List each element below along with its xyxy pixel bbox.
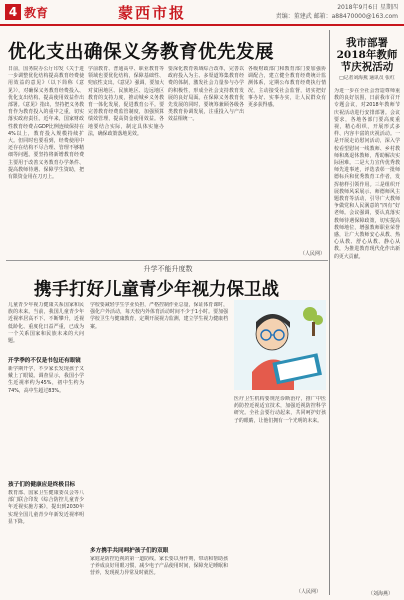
article-subheading: 多方携手共同呵护孩子们的双眼 <box>90 548 169 554</box>
article-column: 家庭是防控近视的第一道防线。家长要以身作则，带动和帮助孩子养成良好用眼习惯，减少电子产品使用时间，保障充足睡眠和营养，发现视力异常及时就医。 <box>90 556 228 577</box>
article-source: （人民网） <box>296 589 322 595</box>
sidebar-headline: 我市部署2018年教师节庆祝活动 <box>336 37 398 73</box>
issue-date: 2018年9月6日 星期四 <box>337 4 398 11</box>
sidebar-byline: □记者刘海燕 通讯员 张红 <box>339 76 395 81</box>
article-kicker: 升学不能升度数 <box>143 265 193 273</box>
section-name: 教育 <box>24 6 49 20</box>
article-column: 要深化教育领域综合改革，完善以政府投入为主、多渠道筹集教育经费的体制，激发社会力量参与办学的积极性，形成全社会支持教育发展的良好局面。在保障义务教育优先发展的同时，要统筹兼顾各级各类教育协调发展，注重投入与产出效益相统一。 <box>168 66 244 123</box>
article-column: 医疗卫生机构要规范诊断治疗，推广中医药防控近视适宜技术，加强近视防控科学研究。全社会要行动起来，共同呵护好孩子的眼睛，让他们拥有一个光明的未来。 <box>234 396 326 424</box>
article-column: 各级财政部门和教育部门要加强协调配合，建立健全教育经费统计监测体系，定期公布教育经费执行情况，主动接受社会监督，切实把好事办好、实事办实，让人民群众有更多获得感。 <box>248 66 326 109</box>
article-column: 日前，国务院办公厅印发《关于进一步调整优化结构提高教育经费使用效益的意见》（以下简称《意见》），对确保义务教育经费投入、优化支出结构、提高使用效益作出部署。《意见》指出，坚持把义务教育作为教育投入的重中之重，切实落实政府责任。近年来，国家财政性教育经费占GDP比例连续保持在4%以上，教育投入规模持续扩大。但同时也要看到，经费使用中还存在结构不尽合理、管理不够精细等问题。要坚持将新增教育经费主要用于改善义务教育办学条件、提高教师待遇、保障学生资助，把有限资金用在刀刃上。 <box>8 66 84 181</box>
sidebar-source: （刘海燕） <box>368 591 394 597</box>
page-number: 4 <box>5 4 21 20</box>
article-column: 儿童青少年视力健康关系国家和民族的未来。当前，我国儿童青少年近视率居高不下、不断攀升，近视低龄化、重度化日益严重，已成为一个关系国家和民族未来的大问题。 <box>8 302 84 345</box>
article-subheading: 孩子们的健康应是终极目标 <box>8 482 76 488</box>
divider <box>6 260 328 261</box>
article-column: 教育部、国家卫生健康委员会等八部门联合印发《综合防控儿童青少年近视实施方案》，提出到2030年实现全国儿童青少年新发近视率明显下降。 <box>8 490 84 525</box>
page-header <box>0 0 404 26</box>
column-divider <box>329 30 330 595</box>
article-subheading: 开学季的不仅是书包还有眼镜 <box>8 358 81 364</box>
issue-editor: 责编：董建武 邮箱：a88470000@163.com <box>275 13 398 20</box>
article-headline: 携手打好儿童青少年视力保卫战 <box>34 280 279 300</box>
sidebar-body: 为进一步在全社会营造尊师重教的良好氛围，日前我市召开专题会议，对2018年教师节庆祝活动进行安排部署。会议要求，各地各部门要高度重视，精心组织，开展形式多样、内容丰富的庆祝活动。一是开展走访慰问活动，深入学校看望慰问一线教师、乡村教师和离退休教师，帮助解决实际困难。二是大力宣传优秀教师先进事迹，评选表彰一批师德标兵和优秀教育工作者，发挥榜样引领作用。三是组织开展教师风采展示、师德师风主题教育等活动，引导广大教师争做党和人民满意的“四有”好老师。会议强调，要认真落实教师待遇保障政策，切实提高教师地位，增强教师职业荣誉感，让广大教师安心从教、热心从教、舒心从教、静心从教，为推进教育现代化作出新的更大贡献。 <box>334 88 400 260</box>
issue-meta <box>276 3 398 21</box>
article-source: （人民网） <box>300 251 326 257</box>
article-column: 学校要减轻学生学业负担，严格控制作业总量，保证体育课时，强化户外活动，每天校内外体育活动时间不少于1小时。要加强学校卫生与健康教育，定期开展视力监测，建立学生视力健康档案。 <box>90 302 228 330</box>
article-column: 学前教育、普通高中、职业教育等领域也要优化结构，保障基础性、兜底性支出。《意见》强调，要加大对贫困地区、民族地区、边远地区教育的支持力度，推动城乡义务教育一体化发展，促进教育公平。要完善教育经费监管制度，加强预算绩效管理，提高资金使用效益。各地要结合实际，制定具体实施办法，确保政策落地见效。 <box>88 66 164 137</box>
article-column: 新学期开学，不少家长发现孩子又戴上了眼镜。调查显示，我国小学生近视率约为45%，初中生约为74%，高中生超过83%。 <box>8 366 84 394</box>
masthead-logo: 蒙西市报 <box>118 4 187 22</box>
article-headline: 优化支出确保义务教育优先发展 <box>8 42 275 63</box>
child-reading-illustration <box>234 300 326 390</box>
